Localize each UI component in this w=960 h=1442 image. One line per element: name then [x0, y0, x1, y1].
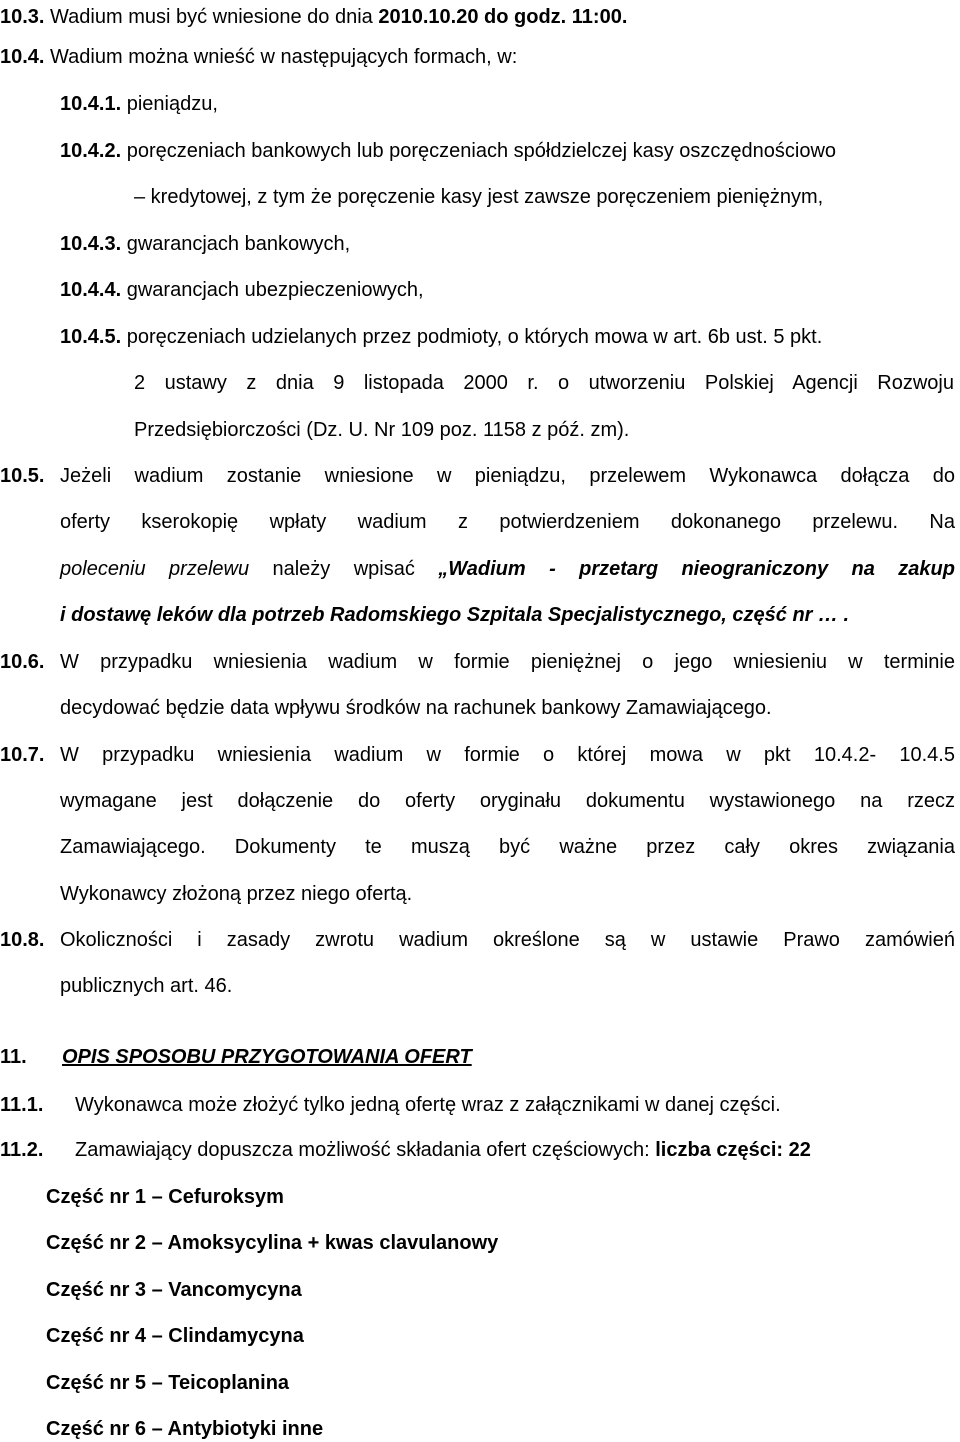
section-10-4 — [0, 44, 517, 70]
section-10-8-line-1 — [60, 927, 955, 953]
section-text: wymagane jest dołączenie do oferty oryginału dokumentu wystawionego na rzecz — [60, 790, 955, 812]
section-number: 10.5. — [0, 465, 45, 487]
section-10-4-2 — [60, 138, 836, 164]
part-item: Część nr 1 – Cefuroksym — [46, 1186, 284, 1208]
section-number: 10.4.3. — [60, 233, 122, 255]
section-10-6-number — [0, 649, 44, 675]
section-text: Wykonawcy złożoną przez niego ofertą. — [60, 883, 413, 905]
section-10-4-1 — [60, 91, 218, 117]
section-number: 11.2. — [0, 1139, 44, 1161]
section-10-7-line-2 — [60, 788, 955, 814]
transfer-title-value: „Wadium - przetarg nieograniczony na zakup — [438, 558, 955, 580]
section-number: 10.4.2. — [60, 140, 122, 162]
transfer-title-value-cont: i dostawę leków dla potrzeb Radomskiego Szpitala Specjalistycznego, część nr … . — [60, 604, 850, 626]
part-item: Część nr 6 – Antybiotyki inne — [46, 1418, 324, 1440]
part-item: Część nr 3 – Vancomycyna — [46, 1279, 302, 1301]
section-10-4-5-cont-1 — [134, 370, 954, 396]
section-text: pieniądzu, — [126, 93, 218, 115]
transfer-title-label: poleceniu przelewu — [60, 558, 250, 580]
section-number: 10.4.4. — [60, 279, 122, 301]
section-text: W przypadku wniesienia wadium w formie o której mowa w pkt 10.4.2- 10.4.5 — [60, 744, 955, 766]
section-text: – kredytowej, z tym że poręczenie kasy jest zawsze poręczeniem pieniężnym, — [134, 186, 824, 208]
section-text: Zamawiającego. Dokumenty te muszą być ważne przez cały okres związania — [60, 836, 955, 858]
section-text: poręczeniach bankowych lub poręczeniach spółdzielczej kasy oszczędnościowo — [126, 140, 837, 162]
section-number: 10.3. — [0, 6, 45, 28]
section-11-heading — [62, 1044, 472, 1070]
section-10-4-5-cont-2 — [134, 417, 629, 443]
section-10-5-number — [0, 463, 44, 489]
section-10-4-4 — [60, 277, 424, 303]
section-text: decydować będzie data wpływu środków na rachunek bankowy Zamawiającego. — [60, 697, 772, 719]
part-item: Część nr 4 – Clindamycyna — [46, 1325, 304, 1347]
section-10-5-line-1 — [60, 463, 955, 489]
section-10-7-number — [0, 742, 44, 768]
section-11-1-number — [0, 1092, 43, 1118]
section-10-8-line-2 — [60, 973, 232, 999]
section-10-5-line-3 — [60, 556, 955, 582]
section-10-5-line-4 — [60, 602, 849, 628]
section-text: publicznych art. 46. — [60, 975, 233, 997]
section-11-2-number — [0, 1137, 43, 1163]
section-10-7-line-3 — [60, 834, 955, 860]
section-number: 10.4.5. — [60, 326, 122, 348]
section-11-number — [0, 1044, 27, 1070]
deadline-date: 2010.10.20 do godz. 11:00. — [378, 6, 628, 28]
section-text: W przypadku wniesienia wadium w formie pieniężnej o jego wniesieniu w terminie — [60, 651, 955, 673]
section-text: Jeżeli wadium zostanie wniesione w pieniądzu, przelewem Wykonawca dołącza do — [60, 465, 955, 487]
section-10-7-line-4 — [60, 881, 412, 907]
section-10-6-line-1 — [60, 649, 955, 675]
parts-count: liczba części: 22 — [655, 1139, 811, 1161]
section-10-3 — [0, 4, 627, 30]
section-text: Wykonawca może złożyć tylko jedną ofertę wraz z załącznikami w danej części. — [75, 1094, 781, 1116]
part-item: Część nr 2 – Amoksycylina + kwas clavulanowy — [46, 1232, 499, 1254]
part-item: Część nr 5 – Teicoplanina — [46, 1372, 290, 1394]
section-number: 11.1. — [0, 1094, 44, 1116]
section-10-5-line-2 — [60, 509, 955, 535]
section-10-8-number — [0, 927, 44, 953]
section-11-1 — [75, 1092, 781, 1118]
section-10-4-5 — [60, 324, 822, 350]
section-text: gwarancjach bankowych, — [126, 233, 351, 255]
section-number: 11. — [0, 1046, 27, 1068]
section-10-4-3 — [60, 231, 350, 257]
section-text: gwarancjach ubezpieczeniowych, — [126, 279, 424, 301]
section-10-7-line-1 — [60, 742, 955, 768]
section-number: 10.6. — [0, 651, 45, 673]
section-text: 2 ustawy z dnia 9 listopada 2000 r. o utworzeniu Polskiej Agencji Rozwoju — [134, 372, 954, 394]
section-number: 10.7. — [0, 744, 45, 766]
section-text: Zamawiający dopuszcza możliwość składania ofert częściowych: — [75, 1139, 656, 1161]
section-number: 10.4.1. — [60, 93, 122, 115]
section-text: Wadium można wnieść w następujących formach, w: — [50, 46, 518, 68]
section-text: Okoliczności i zasady zwrotu wadium określone są w ustawie Prawo zamówień — [60, 929, 955, 951]
section-number: 10.8. — [0, 929, 45, 951]
section-number: 10.4. — [0, 46, 45, 68]
section-text: należy wpisać — [249, 558, 439, 580]
section-text: Przedsiębiorczości (Dz. U. Nr 109 poz. 1158 z póź. zm). — [134, 419, 630, 441]
section-text: Wadium musi być wniesione do dnia — [50, 6, 379, 28]
section-title: OPIS SPOSOBU PRZYGOTOWANIA OFERT — [62, 1046, 472, 1068]
section-text: poręczeniach udzielanych przez podmioty, o których mowa w art. 6b ust. 5 pkt. — [126, 326, 823, 348]
section-10-4-2-cont — [134, 184, 823, 210]
section-11-2 — [75, 1137, 811, 1163]
section-text: oferty kserokopię wpłaty wadium z potwierdzeniem dokonanego przelewu. Na — [60, 511, 955, 533]
section-10-6-line-2 — [60, 695, 772, 721]
